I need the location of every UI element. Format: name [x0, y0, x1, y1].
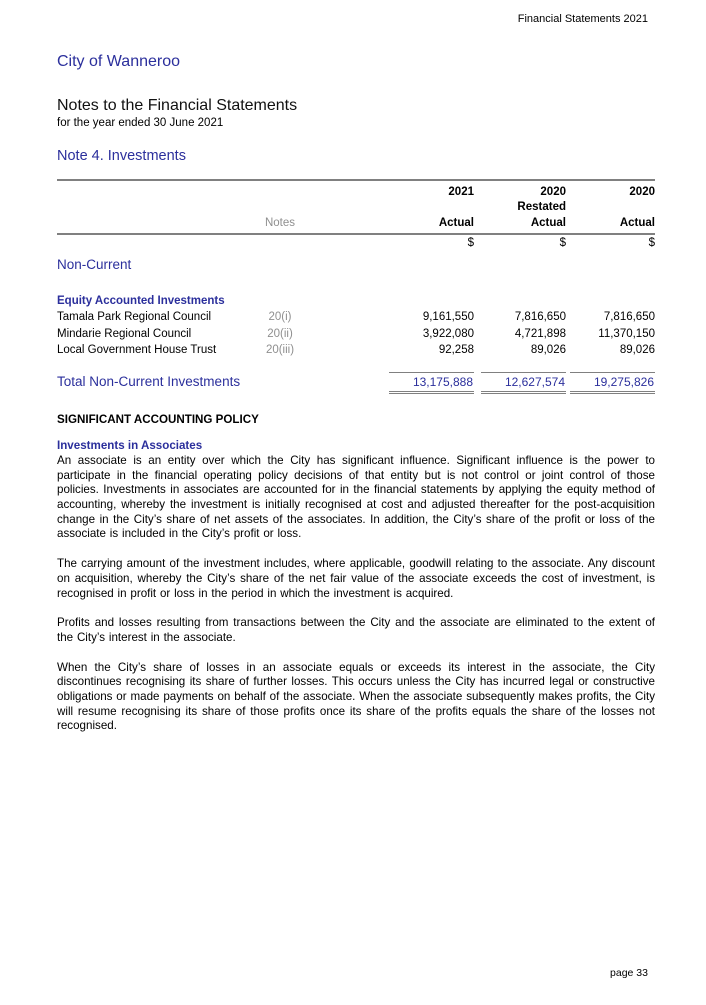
row-value-2021: 92,258: [438, 344, 474, 356]
total-value-2020: 19,275,826: [570, 372, 655, 394]
total-cell: [566, 372, 655, 394]
spacer-cell: [240, 185, 320, 200]
policy-paragraph: When the City’s share of losses in an associate equals or exceeds its interest in the associate, the City discontinues recognising its share of further losses. This occurs unless the City has incurred legal or constructive obligations or made payments on behalf of the associate. When the associate subsequently makes profits, the City will resume recognising its share of those profits once its share of the profits equals the share of the losses not recognised.: [57, 660, 655, 733]
table-total-row: [57, 372, 655, 394]
total-cell: [474, 372, 566, 394]
total-value-2021: 13,175,888: [389, 372, 474, 394]
total-value-2020-restated: 12,627,574: [481, 372, 566, 394]
col-header-actual-2021: Actual: [438, 217, 474, 229]
row-value-2021: 9,161,550: [422, 311, 474, 323]
row-note-ref: 20(ii): [267, 327, 293, 340]
row-note-ref: 20(i): [268, 311, 292, 323]
spacer-cell: [57, 185, 240, 200]
section-heading-non-current: Non-Current: [57, 257, 132, 272]
table-row: [57, 326, 655, 343]
unit-dollar-2020-restated: $: [559, 237, 566, 249]
spacer-cell: [240, 200, 320, 215]
col-header-year-2021: 2021: [448, 186, 474, 198]
org-title: City of Wanneroo: [57, 53, 181, 70]
total-cell: [320, 372, 474, 394]
row-value-2021: 3,922,080: [422, 327, 474, 340]
policy-subheading: Investments in Associates: [57, 439, 203, 453]
doc-title: Notes to the Financial Statements: [57, 97, 298, 114]
group-heading-equity-accounted: Equity Accounted Investments: [57, 295, 225, 307]
policy-paragraph: Profits and losses resulting from transactions between the City and the associate are eliminated to the extent of the City’s interest in the associate.: [57, 616, 655, 644]
unit-dollar-2021: $: [467, 237, 474, 249]
table-header-years-row: [57, 181, 655, 200]
row-label: Tamala Park Regional Council: [57, 311, 212, 323]
policy-heading: SIGNIFICANT ACCOUNTING POLICY: [57, 412, 259, 426]
row-value-2020: 89,026: [619, 344, 655, 356]
spacer-cell: [57, 215, 240, 231]
table-header-basis-row: [57, 215, 655, 233]
investments-table: [57, 179, 655, 394]
header-right-text: Financial Statements 2021: [517, 13, 648, 25]
table-header-restated-row: [57, 200, 655, 215]
page-number: page 33: [610, 967, 648, 979]
document-header: [57, 13, 655, 25]
spacer-cell: [240, 236, 320, 251]
row-note-ref: 20(iii): [265, 344, 295, 356]
accounting-policy-section: [57, 413, 655, 735]
table-units-row: [57, 235, 655, 251]
col-header-actual-2020: Actual: [619, 217, 655, 229]
table-row: [57, 342, 655, 359]
table-row: [57, 309, 655, 326]
spacer-cell: [566, 200, 655, 215]
spacer-cell: [57, 236, 240, 251]
total-row-label: Total Non-Current Investments: [57, 373, 241, 389]
unit-dollar-2020: $: [648, 237, 655, 249]
row-value-2020-restated: 89,026: [530, 344, 566, 356]
row-value-2020: 7,816,650: [603, 311, 655, 323]
col-header-restated: Restated: [517, 201, 566, 213]
col-header-year-2020: 2020: [629, 186, 655, 198]
spacer-cell: [320, 200, 474, 215]
notes-column-header: Notes: [264, 217, 296, 229]
note-heading: Note 4. Investments: [57, 148, 186, 164]
policy-paragraph: The carrying amount of the investment includes, where applicable, goodwill relating to the associate. Any discount on acquisition, whereby the City’s share of the net fair value of the associate exceeds the cost of investment, is recognised in profit or loss in the period in which the investment is acquired.: [57, 557, 655, 600]
row-label: Local Government House Trust: [57, 344, 217, 356]
spacer-cell: [57, 200, 240, 215]
row-value-2020-restated: 7,816,650: [514, 311, 566, 323]
row-value-2020: 11,370,150: [598, 327, 655, 340]
col-header-year-2020-restated: 2020: [540, 186, 566, 198]
policy-paragraph: An associate is an entity over which the City has significant influence. Significant influence is the power to participate in the financial operating policy decisions of that entity but is not control or joint control of those policies. Investments in associates are accounted for in the financial statements by applying the equity method of accounting, whereby the investment is initially recognised at cost and adjusted thereafter for the post-acquisition change in the City’s share of net assets of the associates. In addition, the City’s share of the profit or loss of the associate is included in the City’s profit or loss.: [57, 453, 655, 541]
col-header-actual-2020-restated: Actual: [530, 217, 566, 229]
row-value-2020-restated: 4,721,898: [514, 327, 566, 340]
doc-subtitle: for the year ended 30 June 2021: [57, 117, 224, 129]
row-label: Mindarie Regional Council: [57, 327, 192, 340]
